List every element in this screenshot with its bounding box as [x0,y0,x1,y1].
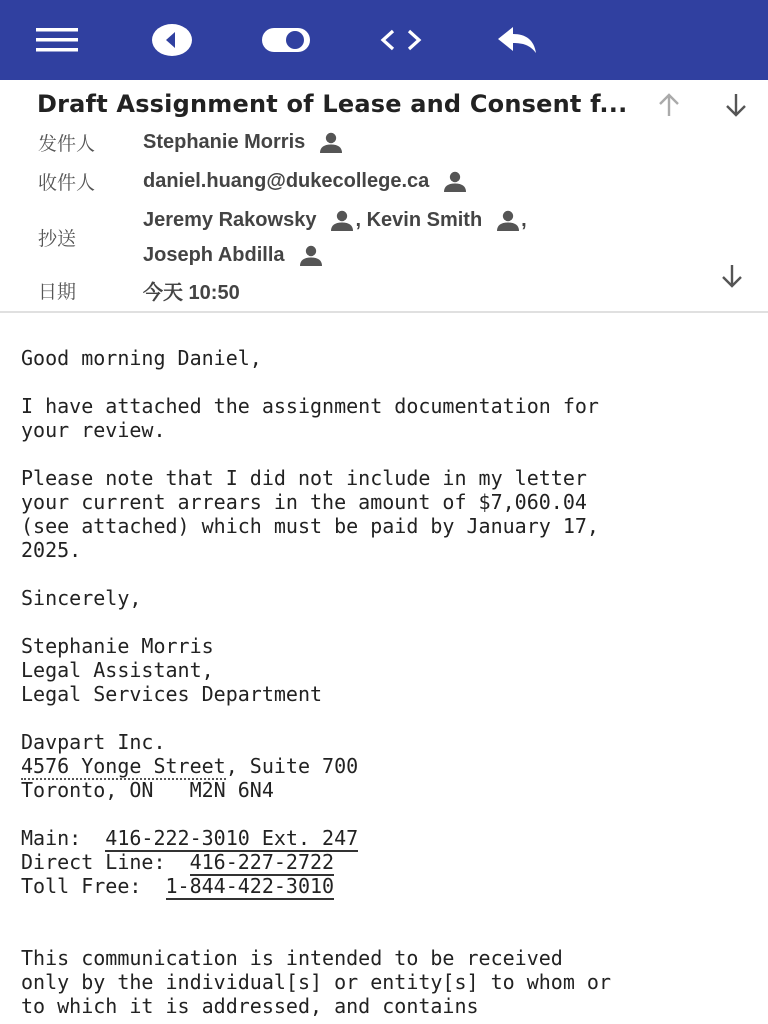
back-icon[interactable] [146,0,198,80]
from-label: 发件人 [38,133,96,155]
person-icon [443,171,467,193]
date-value: 今天 10:50 [143,282,240,304]
body-line: I have attached the assignment documentation for [21,394,599,418]
comma: , [355,209,367,231]
from-name[interactable]: Stephanie Morris [143,131,306,153]
address-link[interactable]: 4576 Yonge Street [21,754,226,778]
body-line: your review. [21,418,166,442]
disclaimer-line: This communication is intended to be received [21,946,563,970]
disclaimer-line: only by the individual[s] or entity[s] to whom or [21,970,612,994]
closing: Sincerely, [21,586,142,610]
email-header [0,80,768,313]
person-icon [299,245,323,267]
comma: , [521,209,527,231]
menu-icon[interactable] [30,0,84,80]
address-suite: , Suite 700 [225,754,359,778]
cc-name[interactable]: Joseph Abdilla [143,244,285,266]
person-icon [496,210,520,232]
main-phone-link[interactable]: 416-222-3010 Ext. 247 [105,826,359,850]
person-icon [319,132,343,154]
reply-icon[interactable] [490,0,544,80]
body-line: Please note that I did not include in my letter [21,466,587,490]
main-phone-line [21,826,761,850]
date-label: 日期 [38,281,77,303]
to-label: 收件人 [38,172,96,194]
from-row [143,131,343,154]
email-body [21,346,761,1018]
email-subject: Draft Assignment of Lease and Consent f... [37,90,628,118]
top-toolbar [0,0,768,80]
code-icon[interactable] [374,0,428,80]
address-line [21,754,761,778]
to-address[interactable]: daniel.huang@dukecollege.ca [143,170,430,192]
cc-row-2 [143,244,323,267]
cc-row-1 [143,209,527,232]
direct-phone-label: Direct Line: [21,850,190,874]
signature-title: Legal Assistant, [21,658,214,682]
signature-dept: Legal Services Department [21,682,323,706]
toggle-icon[interactable] [258,0,314,80]
cc-label: 抄送 [38,228,77,250]
direct-phone-line [21,850,761,874]
toll-free-line [21,874,761,898]
arrow-down-icon[interactable] [721,90,751,120]
signature-name: Stephanie Morris [21,634,214,658]
expand-details-icon[interactable] [717,261,747,291]
city-line: Toronto, ON M2N 6N4 [21,778,274,802]
body-line: your current arrears in the amount of $7,060.04 [21,490,587,514]
direct-phone-link[interactable]: 416-227-2722 [189,850,335,874]
body-line: 2025. [21,538,82,562]
to-row [143,170,467,193]
toll-free-link[interactable]: 1-844-422-3010 [165,874,335,898]
cc-name[interactable]: Kevin Smith [366,209,483,231]
arrow-up-icon[interactable] [654,90,684,120]
body-line: (see attached) which must be paid by January 17, [21,514,599,538]
main-phone-label: Main: [21,826,106,850]
disclaimer-line: to which it is addressed, and contains [21,994,479,1018]
company-name: Davpart Inc. [21,730,166,754]
toll-free-label: Toll Free: [21,874,166,898]
greeting: Good morning Daniel, [21,346,262,370]
cc-name[interactable]: Jeremy Rakowsky [143,209,317,231]
person-icon [330,210,354,232]
